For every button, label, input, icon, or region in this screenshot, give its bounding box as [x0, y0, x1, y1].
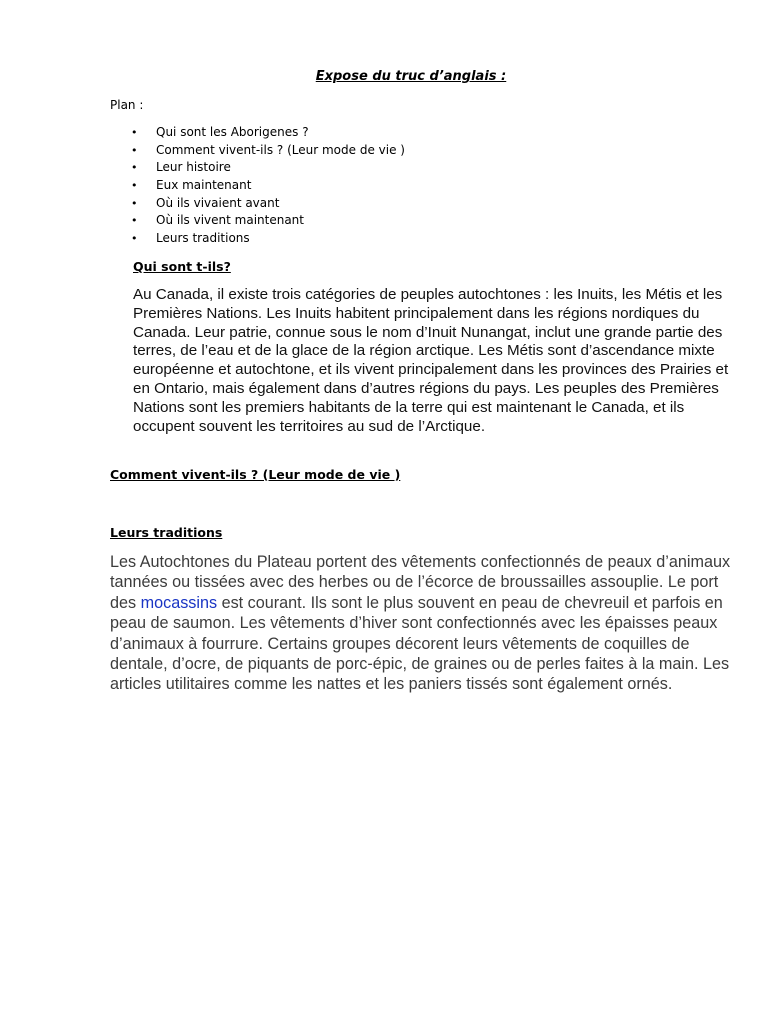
list-item	[128, 177, 405, 195]
bullet-icon: •	[131, 126, 138, 139]
list-item	[128, 212, 405, 230]
list-item	[128, 124, 405, 142]
bullet-icon: •	[131, 214, 138, 228]
bullet-icon: •	[131, 196, 138, 210]
plan-item-label: Leur histoire	[156, 160, 231, 175]
paragraph-text-start: Les Autochtones du Plateau portent des vêtements confectionnés de peaux d’animaux tannées ou tissées avec des herbes ou de l’écorce de broussailles assouplie. Le port des	[110, 553, 731, 612]
list-item	[128, 195, 405, 213]
plan-item-label: Où ils vivent maintenant	[156, 213, 304, 228]
list-item	[128, 142, 405, 160]
document-title: Expose du truc d’anglais :	[315, 69, 507, 84]
paragraph-text-end: est courant. Ils sont le plus souvent en peau de chevreuil et parfois en peau de saumon. Les vêtements d’hiver sont confectionnés avec les épaisses peaux d’animaux à fourrure. Certains groupes décorent leurs vêtements de coquilles de dentale, d’ocre, de piquants de porc-épic, de graines ou de perles faites à la main. Les articles utilitaires comme les nattes et les paniers tissés sont également ornés.	[110, 593, 730, 694]
section-heading-qui-sont: Qui sont t-ils?	[133, 259, 231, 274]
plan-item-label: Qui sont les Aborigenes ?	[156, 125, 309, 139]
plan-item-label: Comment vivent-ils ? (Leur mode de vie )	[156, 142, 405, 157]
list-item	[128, 230, 405, 248]
paragraph-qui-sont: Au Canada, il existe trois catégories de peuples autochtones : les Inuits, les Métis et les Premières Nations. Les Inuits habitent principalement dans les régions nordiques du Canada. Leur patrie, connue sous le nom d’Inuit Nunangat, inclut une grande partie des terres, de l’eau et de la glace de la région arctique. Les Métis sont d’ascendance mixte européenne et autochtone, et ils vivent principalement dans les provinces des Prairies et en Ontario, mais également dans d’autres régions du pays. Les peuples des Premières Nations sont les premiers habitants de la terre qui est maintenant le Canada, et ils occupent souvent les territoires au sud de l’Arctique.	[133, 286, 729, 435]
bullet-icon: •	[131, 179, 138, 193]
section-heading-comment-vivent: Comment vivent-ils ? (Leur mode de vie )	[110, 467, 401, 482]
plan-item-label: Leurs traditions	[156, 231, 250, 246]
mocassins-link[interactable]: mocassins	[140, 593, 218, 612]
list-item	[128, 159, 405, 177]
section-heading-traditions: Leurs traditions	[110, 525, 223, 540]
bullet-icon: •	[131, 143, 138, 157]
plan-item-label: Eux maintenant	[156, 178, 252, 193]
plan-list	[128, 124, 405, 248]
bullet-icon: •	[131, 232, 138, 246]
plan-item-label: Où ils vivaient avant	[156, 195, 280, 210]
bullet-icon: •	[131, 161, 138, 175]
paragraph-traditions	[110, 552, 735, 695]
plan-label: Plan :	[110, 98, 144, 112]
